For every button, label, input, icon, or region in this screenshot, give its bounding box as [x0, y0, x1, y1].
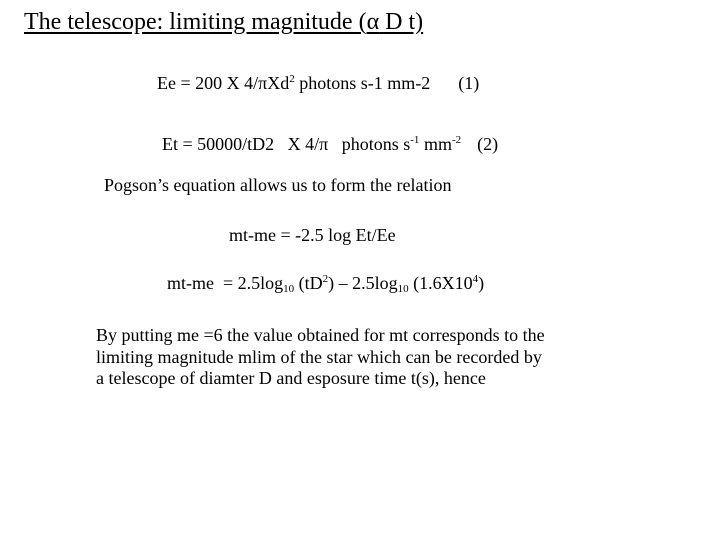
eq4-part2: (tD — [294, 273, 323, 293]
eq2-exponent-2: -2 — [451, 134, 462, 146]
eq1-exponent: 2 — [289, 73, 295, 85]
eq2-mm: mm — [419, 134, 452, 154]
eq1-units: photons s-1 mm-2 — [294, 73, 431, 93]
eq4-part1: mt-me = 2.5log — [167, 273, 284, 293]
pogson-statement: Pogson’s equation allows us to form the relation — [104, 175, 452, 195]
title-suffix: D t) — [379, 9, 424, 35]
eq1-number: (1) — [458, 73, 480, 93]
equation-4 — [167, 273, 485, 295]
eq2-number: (2) — [477, 134, 499, 154]
eq4-part5: ) — [478, 273, 485, 293]
equation-3: mt-me = -2.5 log Et/Ee — [229, 225, 396, 245]
title-prefix: The telescope: limiting magnitude ( — [24, 9, 367, 35]
eq2-pi: π — [319, 134, 329, 154]
eq4-sup2: 4 — [472, 273, 479, 285]
paragraph-line-1: By putting me =6 the value obtained for mt corresponds to the — [96, 325, 545, 345]
eq1-lhs: Ee = 200 X 4/ — [157, 73, 259, 93]
equation-2 — [162, 135, 498, 153]
eq1-pi: π — [258, 73, 268, 93]
eq1-xd: Xd — [267, 73, 290, 93]
equation-1 — [157, 74, 479, 92]
paragraph-line-2: limiting magnitude mlim of the star which can be recorded by — [96, 346, 542, 367]
alpha-symbol: α — [366, 9, 380, 35]
eq4-part4: (1.6X10 — [408, 273, 473, 293]
paragraph-line-3: a telescope of diamter D and esposure time t(s), hence — [96, 368, 486, 389]
eq2-exponent-1: -1 — [410, 134, 420, 146]
eq4-sub2: 10 — [397, 283, 409, 295]
conclusion-paragraph — [96, 325, 616, 390]
eq4-sup1: 2 — [322, 273, 329, 285]
eq4-sub1: 10 — [283, 283, 295, 295]
slide-title — [24, 10, 423, 34]
eq2-lhs: Et = 50000/tD2 X 4/ — [162, 134, 320, 154]
eq4-part3: ) – 2.5log — [328, 273, 398, 293]
eq2-units: photons s — [328, 134, 411, 154]
